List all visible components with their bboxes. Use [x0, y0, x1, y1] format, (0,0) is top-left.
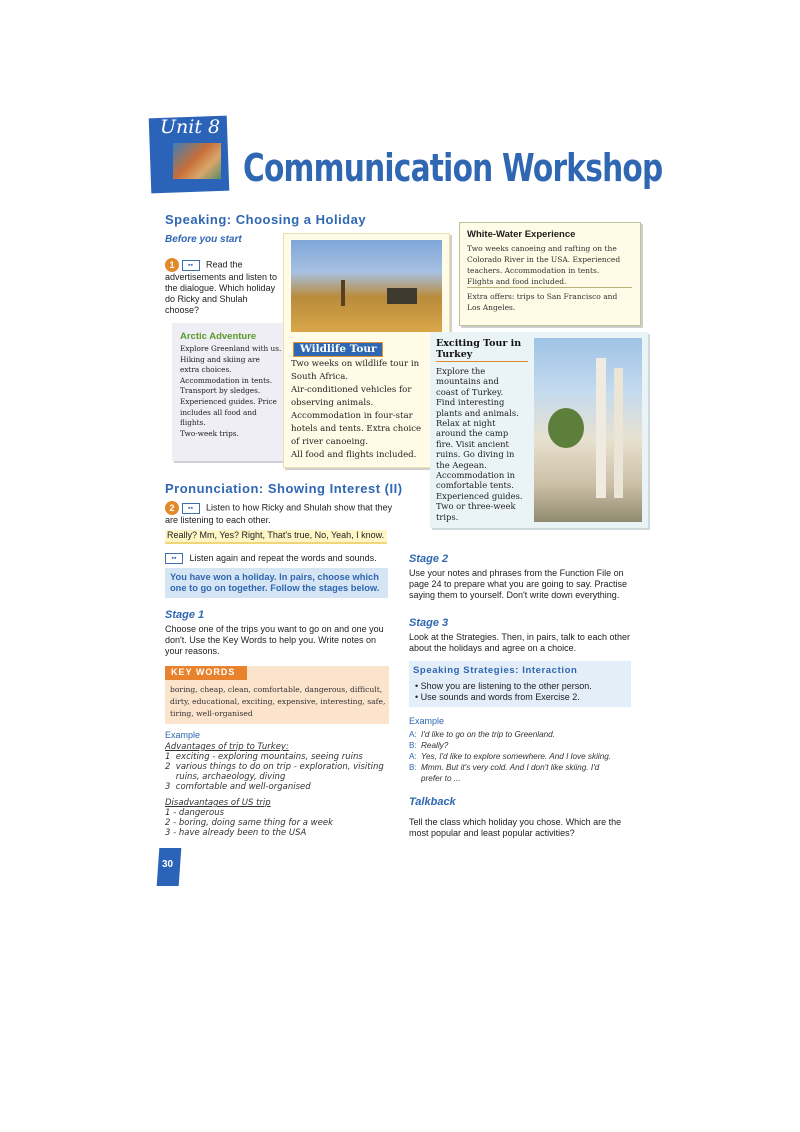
example-2-dialogue	[409, 729, 641, 784]
advantage-item: 3 comfortable and well-organised	[165, 782, 311, 792]
exercise-2-text: Listen to how Ricky and Shulah show that they are listening to each other.	[165, 502, 393, 525]
turkey-line: Experienced guides.	[436, 490, 523, 501]
whitewater-extra	[467, 291, 617, 313]
arctic-line: Two-week trips.	[180, 428, 239, 438]
page-title: Communication Workshop	[243, 146, 663, 190]
vehicle-shape	[387, 288, 417, 304]
giraffe-shape	[341, 280, 345, 306]
column-shape	[596, 358, 606, 498]
dialogue-line	[409, 762, 641, 773]
exercise-2	[165, 501, 393, 526]
strategies-title: Speaking Strategies: Interaction	[413, 665, 578, 676]
disadvantage-item: 2 - boring, doing same thing for a week	[165, 818, 334, 828]
wildlife-line: All food and flights included.	[291, 450, 417, 460]
turkey-line: Explore the	[436, 366, 486, 376]
advantage-item: ruins, archaeology, diving	[165, 772, 286, 782]
turkey-line: fire. Visit ancient	[436, 438, 509, 449]
turkey-title-line: Turkey	[436, 349, 473, 360]
turkey-ad	[430, 332, 648, 528]
safari-photo	[291, 240, 442, 332]
advantage-item: 1 exciting - exploring mountains, seeing ruins	[165, 752, 363, 762]
pronunciation-heading: Pronunciation: Showing Interest (II)	[165, 481, 403, 496]
rafting-photo	[173, 143, 221, 179]
speaker: B:	[409, 763, 417, 772]
speaker: B:	[409, 741, 417, 750]
turkey-title	[436, 338, 521, 360]
wildlife-title: Wildlife Tour	[300, 343, 377, 355]
page-number: 30	[162, 859, 174, 870]
key-words-box	[165, 666, 389, 724]
strategies-list	[415, 681, 592, 703]
exercise-1-text: Read the advertisements and listen to the dialogue. Which holiday do Ricky and Shulah choose?	[165, 259, 278, 315]
task-text	[170, 572, 379, 594]
ruins-photo	[534, 338, 642, 522]
arctic-title: Arctic Adventure	[180, 331, 257, 342]
dialogue-line	[409, 751, 641, 762]
talkback-title: Talkback	[409, 796, 456, 808]
arctic-line: extra choices.	[180, 365, 232, 375]
turkey-line: coast of Turkey.	[436, 386, 504, 397]
whitewater-extra-line: Extra offers: trips to San Francisco and	[467, 292, 618, 301]
turkey-title-line: Exciting Tour in	[436, 338, 522, 349]
stage-2-title: Stage 2	[409, 553, 449, 565]
key-words-text: boring, cheap, clean, comfortable, dangerous, difficult, dirty, educational, exciting, expensive, interesting, safe, tiring, well-organised	[170, 685, 386, 718]
example-1-notes	[165, 742, 405, 838]
whitewater-ad	[459, 222, 641, 326]
dialogue-line	[409, 740, 641, 751]
task-line: You have won a holiday. In pairs, choose which	[170, 572, 379, 582]
dialogue-line	[409, 773, 641, 784]
turkey-line: Relax at night	[436, 418, 496, 429]
strategy-text: Show you are listening to the other person.	[420, 681, 592, 691]
dialogue-line	[409, 729, 641, 740]
repeat-instruction	[165, 553, 377, 564]
arctic-line: Experienced guides. Price	[180, 396, 277, 406]
arctic-line: Explore Greenland with us.	[180, 344, 282, 353]
strategies-box	[409, 661, 631, 707]
dialogue-text: I'd like to go on the trip to Greenland.	[421, 730, 556, 739]
audio-icon: ▪▪	[182, 260, 200, 271]
exercise-number-2: 2	[165, 501, 179, 515]
tree-shape	[548, 408, 584, 448]
phrases-text: Really? Mm, Yes? Right, That's true, No, Yeah, I know.	[167, 530, 385, 540]
task-box	[165, 568, 388, 598]
strategy-item: • Show you are listening to the other person.	[415, 681, 592, 691]
whitewater-line: Two weeks canoeing and rafting on the	[467, 244, 617, 253]
wildlife-body	[291, 358, 421, 462]
turkey-line: comfortable tents.	[436, 480, 514, 491]
wildlife-line: observing animals.	[291, 398, 374, 408]
audio-icon: ▪▪	[182, 503, 200, 514]
wildlife-line: South Africa.	[291, 372, 349, 382]
wildlife-line: Two weeks on wildlife tour in	[291, 359, 420, 369]
wildlife-line: of river canoeing.	[291, 437, 368, 447]
speaker: A:	[409, 730, 417, 739]
speaking-heading: Speaking: Choosing a Holiday	[165, 212, 367, 227]
strategy-item: • Use sounds and words from Exercise 2.	[415, 692, 580, 702]
arctic-line: flights.	[180, 418, 206, 428]
turkey-title-rule	[436, 361, 528, 362]
turkey-line: around the camp	[436, 428, 509, 439]
wildlife-line: Accommodation in four-star	[291, 411, 413, 421]
stage-2-text: Use your notes and phrases from the Function File on page 24 to prepare what you are going to say. Practise saying them to yourself. Don't write down everything.	[409, 568, 627, 600]
key-words-title: KEY WORDS	[171, 667, 236, 677]
turkey-line: mountains and	[436, 376, 499, 387]
example-1-label: Example	[165, 730, 201, 740]
stage-1-text: Choose one of the trips you want to go on and one you don't. Use the Key Words to help you. Write notes on your reasons.	[165, 624, 384, 656]
dialogue-text: prefer to ...	[421, 774, 461, 783]
whitewater-line: Colorado River in the USA. Experienced	[467, 255, 621, 264]
arctic-body	[180, 344, 281, 439]
wildlife-line: hotels and tents. Extra choice	[291, 424, 422, 434]
talkback-text: Tell the class which holiday you chose. Which are the most popular and least popular activities?	[409, 817, 622, 838]
whitewater-line: Flights and food included.	[467, 277, 567, 286]
turkey-line: plants and animals.	[436, 407, 519, 418]
advantages-title: Advantages of trip to Turkey:	[165, 742, 289, 752]
arctic-ad	[172, 323, 284, 461]
wildlife-line: Air-conditioned vehicles for	[291, 385, 412, 395]
disadvantage-item: 1 - dangerous	[165, 808, 225, 818]
column-shape	[614, 368, 623, 498]
whitewater-extra-line: Los Angeles.	[467, 303, 516, 312]
example-2-label: Example	[409, 716, 445, 726]
before-start-label: Before you start	[165, 234, 242, 245]
wildlife-ad	[283, 233, 450, 468]
turkey-line: trips.	[436, 511, 459, 522]
whitewater-line: teachers. Accommodation in tents.	[467, 266, 600, 275]
turkey-line: Two or three-week	[436, 501, 516, 512]
stage-3-text: Look at the Strategies. Then, in pairs, talk to each other about the holidays and agree on a choice.	[409, 632, 630, 653]
whitewater-title: White-Water Experience	[467, 229, 576, 240]
repeat-text: Listen again and repeat the words and sounds.	[189, 553, 377, 563]
task-line: one to go on together. Follow the stages below.	[170, 583, 380, 593]
disadvantage-item: 3 - have already been to the USA	[165, 828, 307, 838]
wildlife-title-box	[293, 342, 383, 357]
dialogue-text: Yes, I'd like to explore somewhere. And I love skiing.	[421, 752, 612, 761]
arctic-line: includes all food and	[180, 407, 257, 417]
turkey-line: Accommodation in	[436, 470, 515, 481]
speaker: A:	[409, 752, 417, 761]
turkey-line: Find interesting	[436, 397, 505, 408]
exercise-1	[165, 258, 280, 316]
divider	[467, 287, 632, 288]
whitewater-body	[467, 243, 620, 287]
dialogue-text: Mmm. But it's very cold. And I don't like skiing. I'd	[421, 763, 600, 772]
dialogue-text: Really?	[421, 741, 449, 750]
phrases-highlight	[165, 530, 387, 544]
audio-icon: ▪▪	[165, 553, 183, 564]
turkey-line: the Aegean.	[436, 459, 487, 470]
unit-label: Unit 8	[160, 116, 221, 138]
arctic-line: Hiking and skiing are	[180, 354, 260, 364]
stage-3-title: Stage 3	[409, 617, 449, 629]
exercise-number-1: 1	[165, 258, 179, 272]
turkey-line: ruins. Go diving in	[436, 449, 515, 460]
disadvantages-title: Disadvantages of US trip	[165, 798, 271, 808]
arctic-line: Accommodation in tents.	[180, 375, 273, 385]
advantage-item: 2 various things to do on trip - exploration, visiting	[165, 762, 384, 772]
arctic-line: Transport by sledges.	[180, 386, 261, 396]
key-words-tab	[165, 666, 247, 680]
strategy-text: Use sounds and words from Exercise 2.	[420, 692, 580, 702]
turkey-body	[436, 366, 523, 522]
stage-1-title: Stage 1	[165, 609, 205, 621]
